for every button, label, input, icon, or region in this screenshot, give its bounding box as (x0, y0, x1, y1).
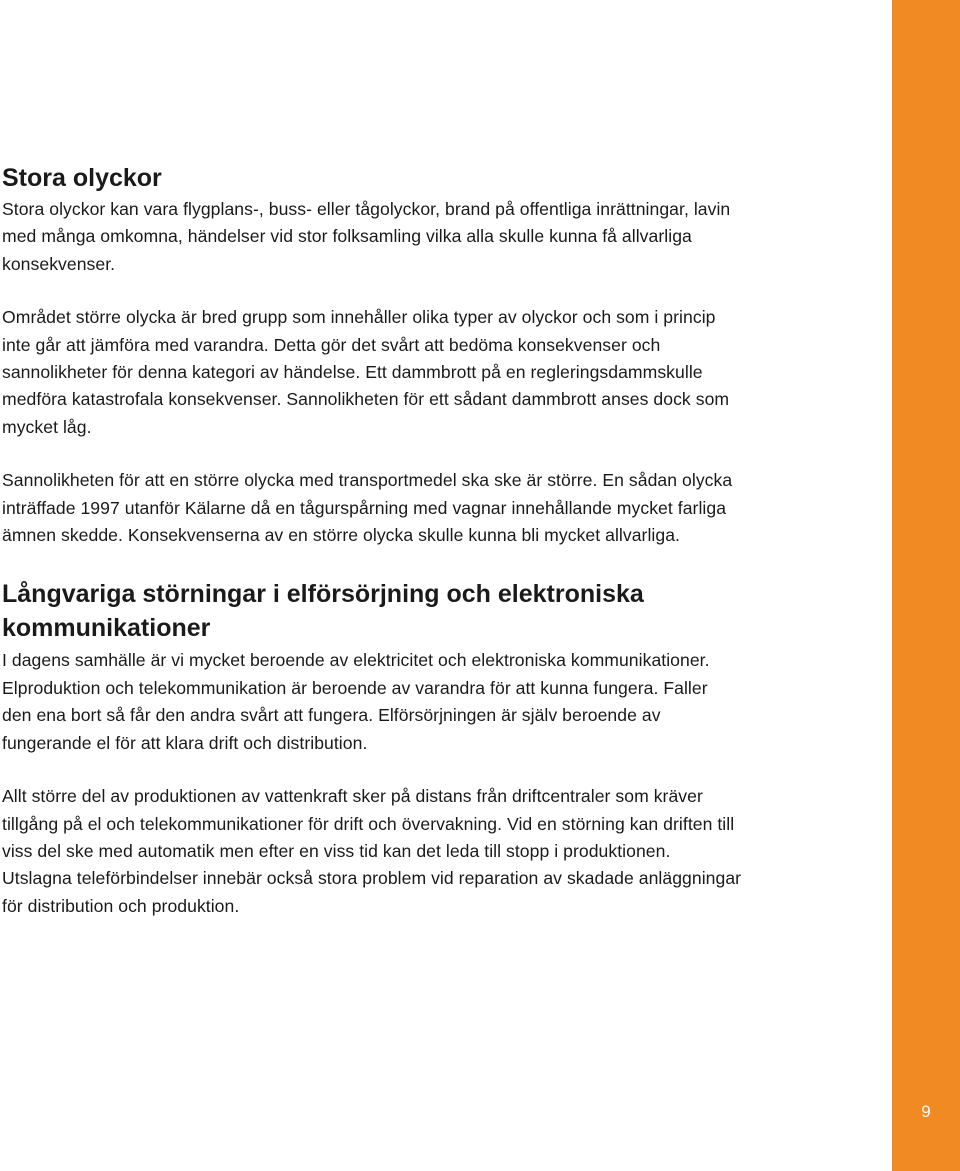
orange-side-bar (892, 0, 960, 1171)
document-body (2, 162, 742, 920)
page-number: 9 (921, 1102, 931, 1121)
paragraph: Stora olyckor kan vara flygplans-, buss- eller tågolyckor, brand på offentliga inrättningar, lavin med många omkomna, händelser vid stor folksamling vilka alla skulle kunna få allvarliga konsekvenser. (2, 199, 731, 274)
paragraph: I dagens samhälle är vi mycket beroende av elektricitet och elektroniska kommunikationer. Elproduktion och telekommunikation är beroende av varandra för att kunna fungera. Faller den ena bort så får den andra svårt att fungera. Elförsörjningen är själv beroende av fungerande el för att klara drift och distribution. (2, 650, 710, 753)
section-heading-stora-olyckor: Stora olyckor (2, 164, 162, 192)
section-heading-langvariga-storningar: Långvariga störningar i elförsörjning och elektroniska kommunikationer (2, 580, 644, 643)
paragraph: Sannolikheten för att en större olycka med transportmedel ska ske är större. En sådan olycka inträffade 1997 utanför Kälarne då en tågurspårning med vagnar innehållande mycket farliga ämnen skedde. Konsekvenserna av en större olycka skulle kunna bli mycket allvarliga. (2, 470, 733, 546)
paragraph: Allt större del av produktionen av vattenkraft sker på distans från driftcentraler som kräver tillgång på el och telekommunikationer för drift och övervakning. Vid en störning kan driften till viss del ske med automatik men efter en viss tid kan det leda till stopp i produktionen. Utslagna teleförbindelser innebär också stora problem vid reparation av skadade anläggningar för distribution och produktion. (2, 786, 742, 916)
paragraph: Området större olycka är bred grupp som innehåller olika typer av olyckor och som i princip inte går att jämföra med varandra. Detta gör det svårt att bedöma konsekvenser och sannolikheter för denna kategori av händelse. Ett dammbrott på en regleringsdammskulle medföra katastrofala konsekvenser. Sannolikheten för ett sådant dammbrott anses dock som mycket låg. (2, 307, 730, 437)
